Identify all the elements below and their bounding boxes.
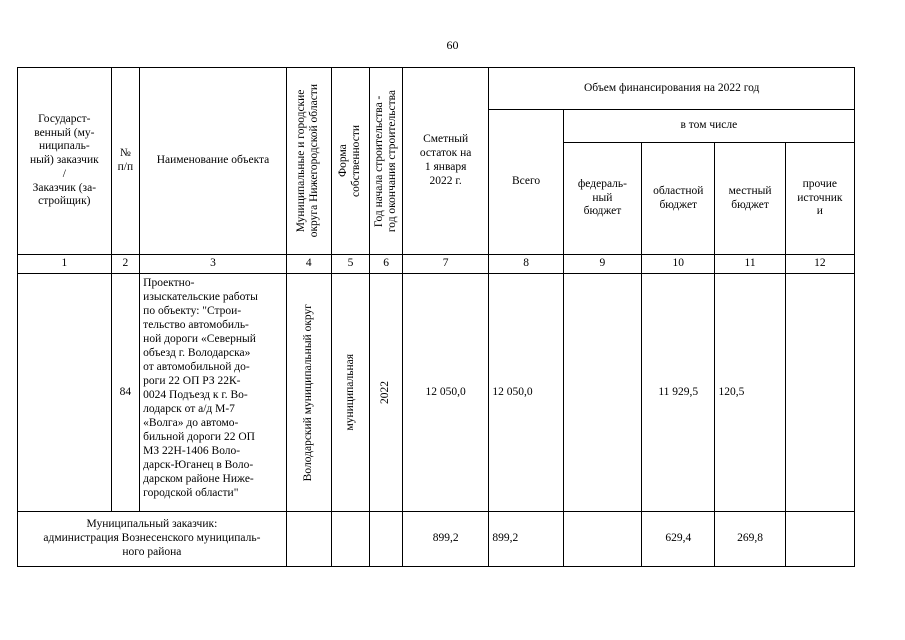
row-other: [785, 274, 854, 512]
column-number: 4: [286, 255, 331, 274]
header-funding: Объем финансирования на 2022 год: [489, 68, 855, 110]
row-remaining: 12 050,0: [402, 274, 489, 512]
summary-total: 899,2: [489, 512, 563, 567]
header-regional: областной бюджет: [642, 143, 715, 255]
row-federal: [563, 274, 641, 512]
header-row-1: [18, 68, 855, 110]
row-years: 2022: [370, 274, 403, 512]
summary-empty-cell: [370, 512, 403, 567]
column-number: 6: [370, 255, 403, 274]
summary-empty-cell: [286, 512, 331, 567]
row-municipality: Володарский муниципальный округ: [286, 274, 331, 512]
row-regional: 11 929,5: [642, 274, 715, 512]
row-object-name: Проектно- изыскательские работы по объекту: "Строи- тельство автомобиль- ной дороги «Северный объезд г. Володарска» от автомобильной до- роги 22 ОП РЗ 22К- 0024 Подъезд к г. Во- лодарск от а/д М-7 «Волга» до автомо- бильной дороги 22 ОП МЗ 22Н-1406 Воло- дарск-Юганец в Воло- дарском районе Ниже- городской области": [140, 274, 287, 512]
summary-label: Муниципальный заказчик: администрация Вознесенского муниципаль- ного района: [18, 512, 287, 567]
column-number: 11: [715, 255, 785, 274]
header-total: Всего: [489, 110, 563, 255]
header-num: № п/п: [111, 68, 140, 255]
summary-remaining: 899,2: [402, 512, 489, 567]
header-object-name: Наименование объекта: [140, 68, 287, 255]
column-numbers-row: [18, 255, 855, 274]
header-local: местный бюджет: [715, 143, 785, 255]
summary-regional: 629,4: [642, 512, 715, 567]
column-number: 7: [402, 255, 489, 274]
column-number: 8: [489, 255, 563, 274]
column-number: 1: [18, 255, 112, 274]
row-customer: [18, 274, 112, 512]
header-including: в том числе: [563, 110, 854, 143]
column-number: 2: [111, 255, 140, 274]
row-total: 12 050,0: [489, 274, 563, 512]
column-number: 5: [331, 255, 370, 274]
column-number: 12: [785, 255, 854, 274]
header-years: Год начала строительства - год окончания строительства: [370, 68, 403, 255]
summary-local: 269,8: [715, 512, 785, 567]
row-num: 84: [111, 274, 140, 512]
column-number: 3: [140, 255, 287, 274]
row-ownership: муниципальная: [331, 274, 370, 512]
column-number: 10: [642, 255, 715, 274]
table-row: [18, 274, 855, 512]
summary-empty-cell: [331, 512, 370, 567]
page-number: 60: [446, 38, 459, 52]
financing-table: [17, 67, 855, 567]
summary-row: [18, 512, 855, 567]
column-number: 9: [563, 255, 641, 274]
header-ownership: Форма собственности: [331, 68, 370, 255]
header-customer: Государст- венный (му- ниципаль- ный) заказчик / Заказчик (за- стройщик): [18, 68, 112, 255]
row-local: 120,5: [715, 274, 785, 512]
header-other: прочие источник и: [785, 143, 854, 255]
summary-federal: [563, 512, 641, 567]
header-remaining: Сметный остаток на 1 января 2022 г.: [402, 68, 489, 255]
header-municipality: Муниципальные и городские округа Нижегородской области: [286, 68, 331, 255]
header-federal: федераль- ный бюджет: [563, 143, 641, 255]
summary-other: [785, 512, 854, 567]
